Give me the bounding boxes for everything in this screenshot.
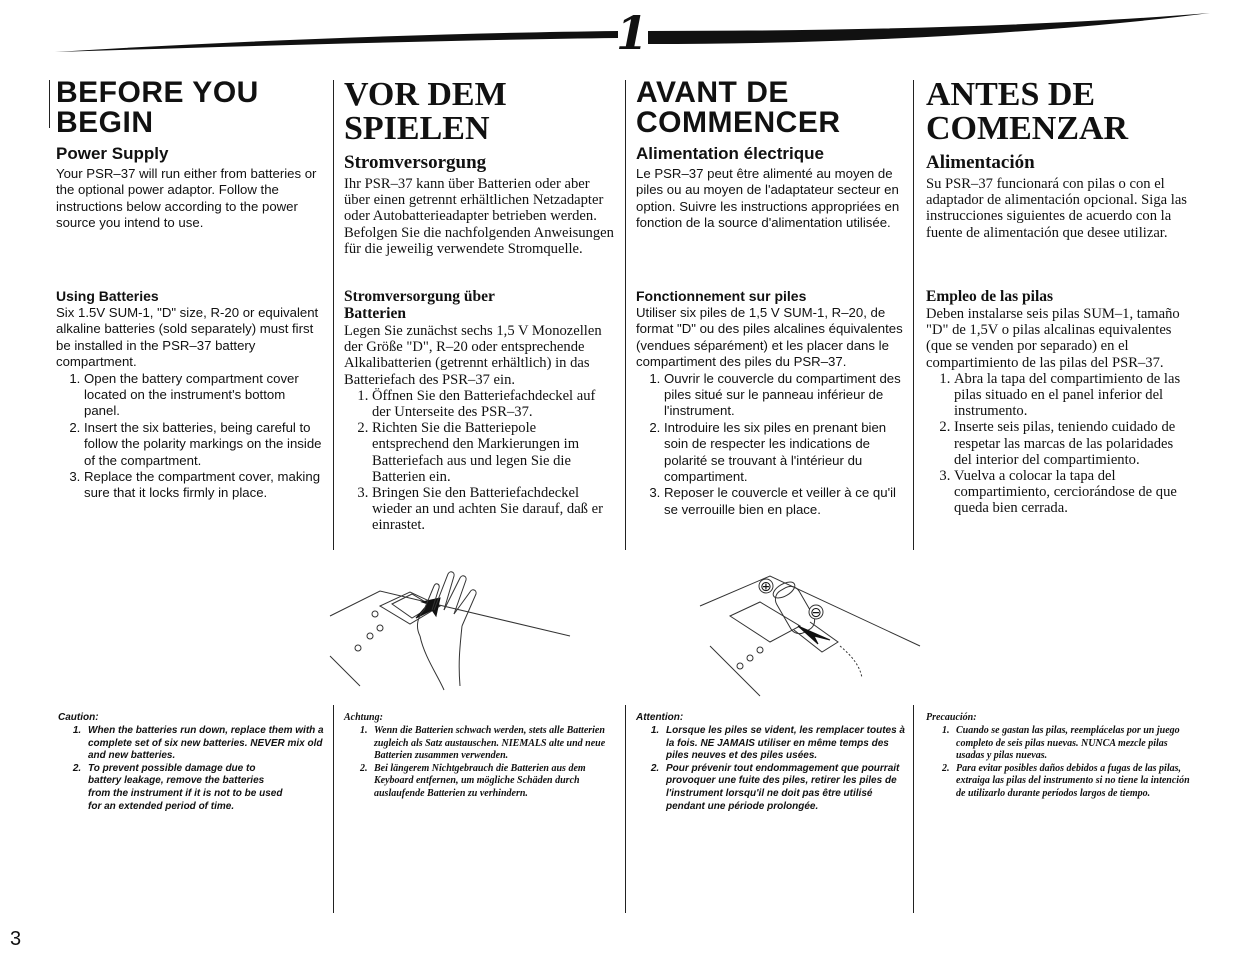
column-rule-4 bbox=[913, 80, 914, 550]
step-item: 1. Ouvrir le couvercle du compartiment des piles situé sur le panneau inférieur de l'instrument. bbox=[664, 371, 908, 420]
note-rule-3 bbox=[625, 705, 626, 913]
page-title: VOR DEM SPIELEN bbox=[344, 76, 507, 147]
caution-note bbox=[58, 712, 326, 813]
step-item: 3. Replace the compartment cover, making sure that it locks firmly in place. bbox=[84, 469, 324, 502]
step-item: 1. Abra la tapa del compartimiento de las pilas situado en el panel inferior del instrumento. bbox=[954, 371, 1194, 420]
precaucion-note bbox=[926, 712, 1194, 801]
page-number: 3 bbox=[10, 928, 22, 950]
note-item: 1. When the batteries run down, replace them with a complete set of six new batteries. NEVER mix old and new batteries. bbox=[84, 725, 326, 763]
note-item: 2. Bei längerem Nichtgebrauch die Batterien aus dem Keyboard entfernen, um mögliche Schäden durch auslaufende Batterien zu verhindern. bbox=[370, 763, 614, 801]
batteries-section-english bbox=[56, 288, 324, 502]
illustration-insert-batteries bbox=[690, 566, 930, 706]
chapter-number: 1 bbox=[616, 6, 649, 60]
step-item: 2. Richten Sie die Batteriepole entsprechend den Markierungen im Batteriefach aus und legen Sie die Batterien ein. bbox=[372, 420, 614, 485]
page-title: ANTES DE COMENZAR bbox=[926, 76, 1129, 147]
note-title: Caution: bbox=[58, 712, 99, 723]
intro-text: Le PSR–37 peut être alimenté au moyen de piles ou au moyen de l'adaptateur secteur en option. Suivre les instructions appropriées en fonction de la source d'alimentation utilisée. bbox=[636, 166, 900, 231]
note-title: Attention: bbox=[636, 712, 684, 723]
step-item: 1. Open the battery compartment cover located on the instrument's bottom panel. bbox=[84, 371, 324, 420]
note-item: 2. To prevent possible damage due to battery leakage, remove the batteries from the instrument if it is not to be used for an extended period of time. bbox=[84, 763, 288, 813]
column-rule-2 bbox=[333, 80, 334, 550]
subsection-heading: Empleo de las pilas bbox=[926, 288, 1054, 305]
note-item: 1. Wenn die Batterien schwach werden, stets alle Batterien zugleich als Satz austauschen. NIEMALS alte und neue Batterien zusammen verwenden. bbox=[370, 725, 614, 763]
achtung-note bbox=[344, 712, 614, 801]
note-title: Precaución: bbox=[926, 712, 977, 723]
page-title: AVANT DE COMMENCER bbox=[636, 76, 841, 139]
subsection-intro: Utiliser six piles de 1,5 V SUM-1, R–20, de format "D" ou des piles alcalines équivalentes (vendues séparément) et les placer dans le compartiment des piles du PSR–37. bbox=[636, 305, 903, 370]
subsection-intro: Deben instalarse seis pilas SUM–1, tamaño "D" de 1,5V o pilas alcalinas equivalentes (que se venden por separado) en el compartimiento de las pilas del PSR–37. bbox=[926, 306, 1180, 371]
svg-text:⊖: ⊖ bbox=[810, 605, 822, 621]
intro-text: Su PSR–37 funcionará con pilas o con el adaptador de alimentación opcional. Siga las instrucciones siguientes de acuerdo con la fuente de alimentación que desee utilizar. bbox=[926, 176, 1187, 241]
batteries-section-german bbox=[344, 288, 614, 534]
subsection-intro: Six 1.5V SUM-1, "D" size, R-20 or equivalent alkaline batteries (sold separately) must first be installed in the PSR–37 battery compartment. bbox=[56, 305, 319, 370]
section-heading: Alimentation électrique bbox=[636, 144, 824, 163]
note-title: Achtung: bbox=[344, 712, 383, 723]
step-item: 3. Reposer le couvercle et veiller à ce qu'il se verrouille bien en place. bbox=[664, 485, 908, 518]
batteries-section-spanish bbox=[926, 288, 1194, 517]
intro-text: Ihr PSR–37 kann über Batterien oder aber über einen getrennt erhältlichen Netzadapter oder Autobatterieadapter betrieben werden. Befolgen Sie die nachfolgenden Anweisungen für die jeweilig verwendete Stromquelle. bbox=[344, 176, 614, 257]
svg-text:⊕: ⊕ bbox=[760, 579, 772, 595]
attention-note bbox=[636, 712, 906, 813]
subsection-heading: Fonctionnement sur piles bbox=[636, 288, 807, 304]
note-item: 1. Cuando se gastan las pilas, reemplácelas por un juego completo de seis pilas nuevas. NUNCA mezcle pilas usadas y pilas nuevas. bbox=[952, 725, 1194, 763]
batteries-section-french bbox=[636, 288, 908, 518]
section-heading: Alimentación bbox=[926, 152, 1035, 173]
step-item: 3. Bringen Sie den Batteriefachdeckel wieder an und achten Sie darauf, daß er einrastet. bbox=[372, 485, 614, 534]
step-item: 3. Vuelva a colocar la tapa del compartimiento, cerciorándose de que queda bien cerrada. bbox=[954, 468, 1194, 517]
column-rule-3 bbox=[625, 80, 626, 550]
subsection-intro: Legen Sie zunächst sechs 1,5 V Monozellen der Größe "D", R–20 oder entsprechende Alkalibatterien (getrennt erhältlich) in das Batteriefach des PSR–37 ein. bbox=[344, 323, 602, 388]
subsection-heading: Stromversorgung über Batterien bbox=[344, 288, 495, 322]
column-rule-1 bbox=[49, 80, 50, 128]
column-german bbox=[344, 78, 614, 257]
column-french bbox=[636, 78, 908, 232]
column-english bbox=[56, 78, 326, 232]
subsection-heading: Using Batteries bbox=[56, 288, 159, 304]
section-heading: Power Supply bbox=[56, 144, 169, 163]
note-item: 2. Pour prévenir tout endommagement que pourrait provoquer une fuite des piles, retirer les piles de l'instrument lorsqu'il ne doit pas être utilisé pendant une période prolongée. bbox=[662, 763, 906, 813]
step-item: 2. Introduire les six piles en prenant bien soin de respecter les indications de polarité se trouvant à l'intérieur du compartiment. bbox=[664, 420, 908, 486]
page-title: BEFORE YOU BEGIN bbox=[56, 76, 259, 139]
illustration-open-cover bbox=[320, 566, 580, 696]
note-rule-4 bbox=[913, 705, 914, 913]
step-item: 2. Inserte seis pilas, teniendo cuidado de respetar las marcas de las polaridades del interior del compartimiento. bbox=[954, 419, 1194, 468]
note-item: 1. Lorsque les piles se vident, les remplacer toutes à la fois. NE JAMAIS utiliser en même temps des piles neuves et des piles usées. bbox=[662, 725, 906, 763]
step-item: 2. Insert the six batteries, being careful to follow the polarity markings on the inside of the compartment. bbox=[84, 420, 324, 469]
step-item: 1. Öffnen Sie den Batteriefachdeckel auf der Unterseite des PSR–37. bbox=[372, 388, 614, 420]
note-rule-2 bbox=[333, 705, 334, 913]
section-heading: Stromversorgung bbox=[344, 152, 487, 173]
note-item: 2. Para evitar posibles daños debidos a fugas de las pilas, extraiga las pilas del instrumento si no tiene la intención de utilizarlo durante períodos largos de tiempo. bbox=[952, 763, 1194, 801]
intro-text: Your PSR–37 will run either from batteries or the optional power adaptor. Follow the instructions below according to the power source you intend to use. bbox=[56, 166, 317, 231]
column-spanish bbox=[926, 78, 1196, 241]
